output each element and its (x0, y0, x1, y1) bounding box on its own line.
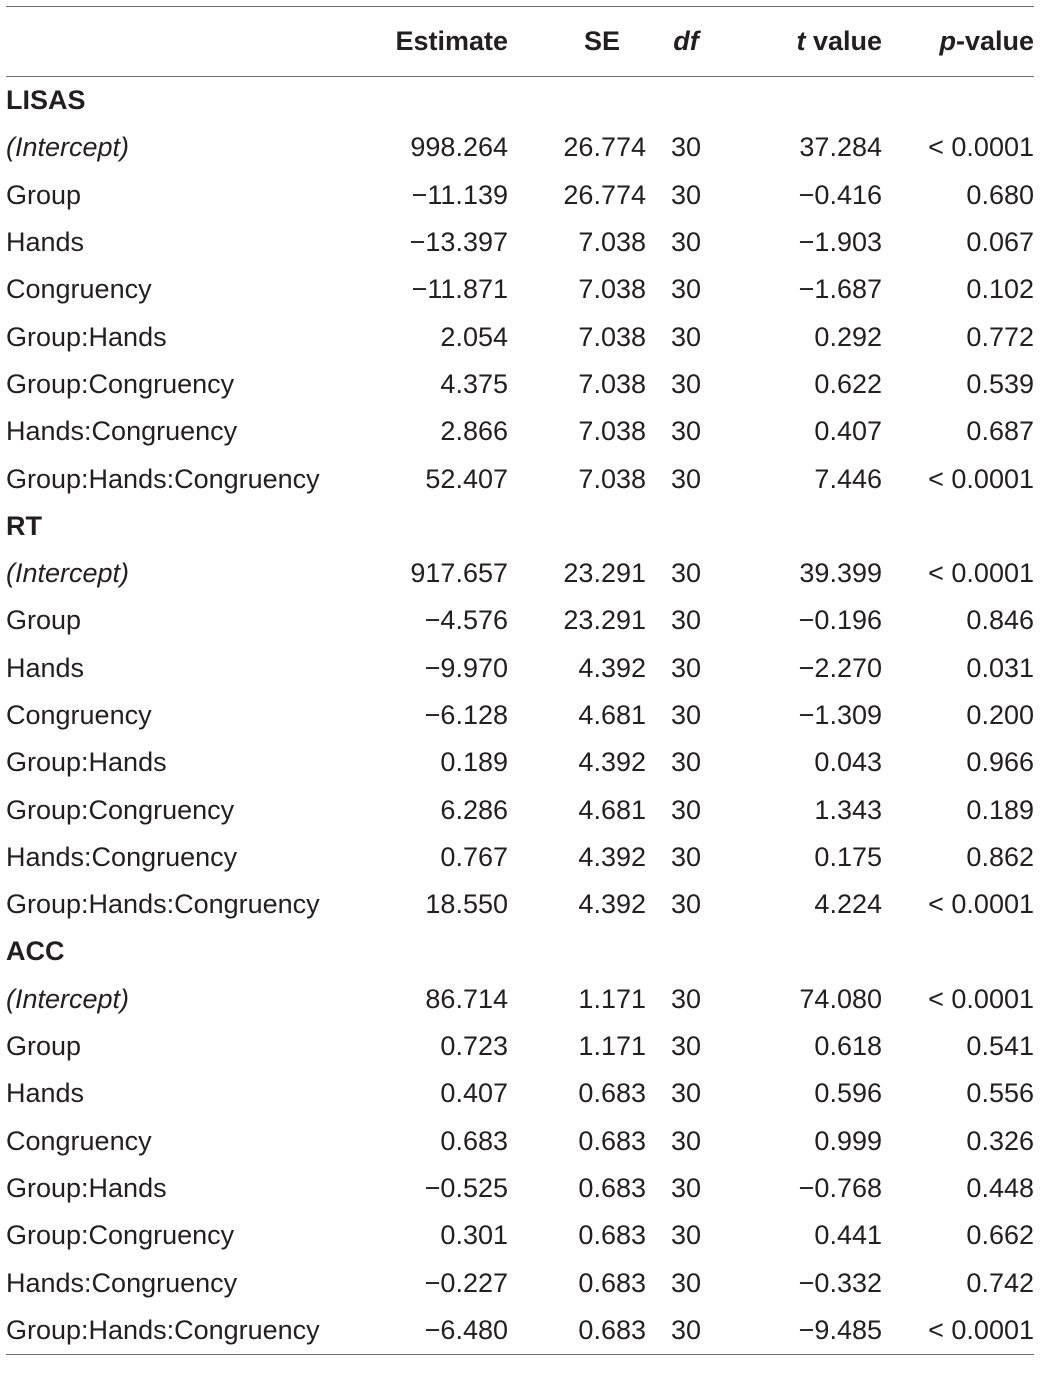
cell-term: Group (6, 605, 82, 636)
cell-se: 7.038 (578, 463, 646, 494)
cell-p-value: 0.846 (966, 605, 1034, 636)
section-empty-cell (326, 503, 508, 550)
table-body (6, 77, 1034, 1355)
cell-estimate: −9.970 (424, 652, 508, 683)
cell-estimate: −6.480 (326, 1307, 508, 1355)
section-empty-cell (882, 928, 1034, 975)
cell-p-value: 0.742 (966, 1267, 1034, 1298)
section-empty-cell (508, 928, 646, 975)
cell-se: 1.171 (578, 1031, 646, 1062)
cell-p-value: 0.326 (966, 1125, 1034, 1156)
cell-df: 30 (646, 1307, 726, 1355)
cell-df: 30 (670, 179, 702, 210)
cell-p-value: 0.189 (966, 794, 1034, 825)
header-t-italic: t (796, 26, 806, 56)
header-p-value (882, 7, 1034, 77)
section-empty-cell (326, 77, 508, 125)
cell-term: Hands (6, 1078, 85, 1109)
cell-se: 7.038 (578, 227, 646, 258)
cell-se: 4.681 (578, 794, 646, 825)
cell-p-value: 0.556 (966, 1078, 1034, 1109)
cell-t-value: −1.903 (798, 227, 882, 258)
header-df-label: df (673, 26, 699, 56)
cell-df: 30 (670, 889, 702, 920)
section-empty-cell (646, 503, 726, 550)
section-empty-cell (508, 77, 646, 125)
cell-estimate: 0.407 (440, 1078, 508, 1109)
cell-df: 30 (670, 416, 702, 447)
table-row (6, 597, 1034, 644)
cell-t-value: 0.407 (814, 416, 882, 447)
cell-se: 4.392 (578, 889, 646, 920)
cell-term: (Intercept) (6, 132, 130, 163)
cell-estimate: 18.550 (425, 889, 508, 920)
cell-df: 30 (670, 1220, 702, 1251)
cell-term: (Intercept) (6, 558, 130, 589)
table-header (6, 7, 1034, 77)
cell-p-value: 0.539 (966, 368, 1034, 399)
header-row (6, 7, 1034, 77)
table-row (6, 550, 1034, 597)
cell-se: 23.291 (563, 605, 646, 636)
cell-estimate: −11.139 (411, 179, 508, 210)
cell-se: 0.683 (578, 1172, 646, 1203)
cell-estimate: 0.301 (440, 1220, 508, 1251)
cell-p-value: 0.031 (966, 652, 1034, 683)
cell-df: 30 (670, 368, 702, 399)
cell-t-value: 0.175 (814, 841, 882, 872)
cell-term: Group:Hands (6, 747, 167, 778)
cell-term: Hands:Congruency (6, 841, 238, 872)
section-empty-cell (646, 928, 726, 975)
cell-estimate: 0.683 (440, 1125, 508, 1156)
section-empty-cell (882, 503, 1034, 550)
table-row (6, 124, 1034, 171)
cell-se: 4.681 (578, 700, 646, 730)
header-term (6, 7, 326, 77)
table-row (6, 1023, 1034, 1070)
cell-t-value: −1.309 (798, 700, 882, 730)
cell-estimate: 2.054 (440, 321, 508, 352)
cell-term: Hands (6, 227, 85, 258)
cell-df: 30 (670, 747, 702, 778)
cell-df: 30 (670, 321, 702, 352)
section-row (6, 503, 1034, 550)
cell-term: Congruency (6, 1125, 152, 1156)
cell-se: 7.038 (578, 321, 646, 352)
cell-p-value: < 0.0001 (928, 558, 1034, 589)
cell-term: Group (6, 1031, 82, 1062)
cell-estimate: −4.576 (424, 605, 508, 636)
cell-t-value: 0.043 (814, 747, 882, 778)
table-row (6, 172, 1034, 219)
cell-df: 30 (670, 227, 702, 258)
cell-p-value: 0.067 (966, 227, 1034, 258)
cell-estimate: −13.397 (409, 227, 508, 258)
cell-t-value: 7.446 (814, 463, 882, 494)
header-t-rest: value (805, 26, 882, 56)
cell-se: 0.683 (578, 1220, 646, 1251)
table-row (6, 266, 1034, 313)
cell-term: Hands (6, 652, 85, 683)
table-row (6, 1307, 1034, 1355)
cell-se: 0.683 (578, 1125, 646, 1156)
table-row (6, 834, 1034, 881)
cell-estimate: 998.264 (410, 132, 508, 163)
results-table (6, 6, 1034, 1355)
cell-t-value: 0.292 (814, 321, 882, 352)
cell-se: 4.392 (578, 841, 646, 872)
cell-df: 30 (670, 132, 702, 163)
section-row (6, 928, 1034, 975)
cell-p-value: 0.102 (966, 274, 1034, 305)
table-row (6, 1165, 1034, 1212)
table-row (6, 739, 1034, 786)
cell-estimate: 0.189 (440, 747, 508, 778)
cell-term: Group:Hands:Congruency (6, 1307, 326, 1355)
cell-df: 30 (670, 1125, 702, 1156)
cell-p-value: 0.200 (966, 700, 1034, 730)
header-df (646, 7, 726, 77)
cell-estimate: 0.723 (440, 1031, 508, 1062)
cell-estimate: 86.714 (425, 983, 508, 1014)
cell-df: 30 (670, 463, 702, 494)
cell-estimate: −0.525 (424, 1172, 508, 1203)
cell-term: Congruency (6, 274, 152, 305)
section-title: ACC (6, 936, 65, 967)
cell-se: 4.392 (578, 652, 646, 683)
table-row (6, 1212, 1034, 1259)
cell-p-value: < 0.0001 (928, 889, 1034, 920)
cell-p-value: 0.687 (966, 416, 1034, 447)
cell-se: 7.038 (578, 274, 646, 305)
cell-t-value: 37.284 (799, 132, 882, 163)
cell-df: 30 (670, 983, 702, 1014)
cell-df: 30 (670, 1078, 702, 1109)
cell-p-value: < 0.0001 (928, 463, 1034, 494)
cell-df: 30 (670, 841, 702, 872)
cell-estimate: −11.871 (411, 274, 508, 305)
section-empty-cell (326, 928, 508, 975)
cell-t-value: 39.399 (799, 558, 882, 589)
cell-term: Congruency (6, 700, 152, 730)
cell-df: 30 (670, 1031, 702, 1062)
cell-se: 7.038 (578, 368, 646, 399)
cell-df: 30 (670, 652, 702, 683)
cell-df: 30 (670, 1267, 702, 1298)
section-empty-cell (882, 77, 1034, 125)
section-empty-cell (646, 77, 726, 125)
cell-estimate: −0.227 (424, 1267, 508, 1298)
cell-p-value: < 0.0001 (882, 1307, 1034, 1355)
header-estimate: Estimate (395, 26, 508, 56)
header-p-italic: p (939, 26, 956, 56)
cell-term: Group:Congruency (6, 1220, 235, 1251)
cell-t-value: 1.343 (814, 794, 882, 825)
cell-t-value: 4.224 (814, 889, 882, 920)
cell-term: Group:Congruency (6, 368, 235, 399)
section-empty-cell (726, 928, 882, 975)
table-row (6, 1070, 1034, 1117)
cell-term: Group:Hands (6, 1172, 167, 1203)
cell-df: 30 (670, 605, 702, 636)
cell-t-value: −9.485 (726, 1307, 882, 1355)
section-empty-cell (726, 503, 882, 550)
table-row (6, 1118, 1034, 1165)
header-se: SE (583, 26, 620, 56)
section-title: RT (6, 510, 42, 541)
table-row (6, 645, 1034, 692)
cell-estimate: 0.767 (440, 841, 508, 872)
cell-p-value: 0.448 (966, 1172, 1034, 1203)
cell-df: 30 (670, 1172, 702, 1203)
cell-se: 23.291 (563, 558, 646, 589)
section-row (6, 77, 1034, 125)
table-row (6, 692, 1034, 739)
cell-p-value: 0.662 (966, 1220, 1034, 1251)
cell-se: 0.683 (578, 1267, 646, 1298)
cell-estimate: 6.286 (440, 794, 508, 825)
cell-t-value: −0.768 (798, 1172, 882, 1203)
table-row (6, 313, 1034, 360)
cell-t-value: 0.618 (814, 1031, 882, 1062)
cell-p-value: 0.862 (966, 841, 1034, 872)
cell-term: Group (6, 179, 82, 210)
section-empty-cell (726, 77, 882, 125)
cell-t-value: 74.080 (799, 983, 882, 1014)
cell-p-value: 0.541 (966, 1031, 1034, 1062)
cell-t-value: −0.196 (798, 605, 882, 636)
table-row (6, 455, 1034, 502)
cell-t-value: 0.596 (814, 1078, 882, 1109)
cell-se: 0.683 (508, 1307, 646, 1355)
cell-se: 1.171 (578, 983, 646, 1014)
table-row (6, 408, 1034, 455)
cell-term: (Intercept) (6, 983, 130, 1014)
cell-df: 30 (670, 700, 702, 730)
results-table-container (6, 6, 1034, 1355)
cell-se: 0.683 (578, 1078, 646, 1109)
cell-df: 30 (670, 558, 702, 589)
cell-se: 26.774 (563, 179, 646, 210)
table-row (6, 881, 1034, 928)
section-title: LISAS (6, 85, 86, 116)
header-p-rest: -value (955, 26, 1034, 56)
cell-p-value: 0.772 (966, 321, 1034, 352)
cell-t-value: −2.270 (798, 652, 882, 683)
header-t-value (726, 7, 882, 77)
cell-term: Group:Congruency (6, 794, 235, 825)
cell-t-value: 0.622 (814, 368, 882, 399)
cell-t-value: 0.999 (814, 1125, 882, 1156)
cell-estimate: 52.407 (425, 463, 508, 494)
cell-t-value: −0.416 (798, 179, 882, 210)
cell-p-value: < 0.0001 (928, 132, 1034, 163)
cell-estimate: 917.657 (410, 558, 508, 589)
cell-term: Group:Hands (6, 321, 167, 352)
cell-se: 4.392 (578, 747, 646, 778)
cell-df: 30 (670, 274, 702, 305)
cell-p-value: < 0.0001 (928, 983, 1034, 1014)
cell-p-value: 0.680 (966, 179, 1034, 210)
cell-term: Group:Hands:Congruency (6, 889, 320, 920)
cell-term: Hands:Congruency (6, 416, 238, 447)
cell-df: 30 (670, 794, 702, 825)
table-row (6, 219, 1034, 266)
table-row (6, 361, 1034, 408)
cell-term: Hands:Congruency (6, 1267, 238, 1298)
table-row (6, 1259, 1034, 1306)
cell-estimate: 4.375 (440, 368, 508, 399)
table-row (6, 786, 1034, 833)
table-row (6, 976, 1034, 1023)
cell-p-value: 0.966 (966, 747, 1034, 778)
cell-t-value: −1.687 (798, 274, 882, 305)
cell-se: 26.774 (563, 132, 646, 163)
cell-term: Group:Hands:Congruency (6, 463, 320, 494)
cell-estimate: 2.866 (440, 416, 508, 447)
section-empty-cell (508, 503, 646, 550)
cell-estimate: −6.128 (424, 700, 508, 730)
cell-t-value: 0.441 (814, 1220, 882, 1251)
cell-t-value: −0.332 (798, 1267, 882, 1298)
cell-se: 7.038 (578, 416, 646, 447)
